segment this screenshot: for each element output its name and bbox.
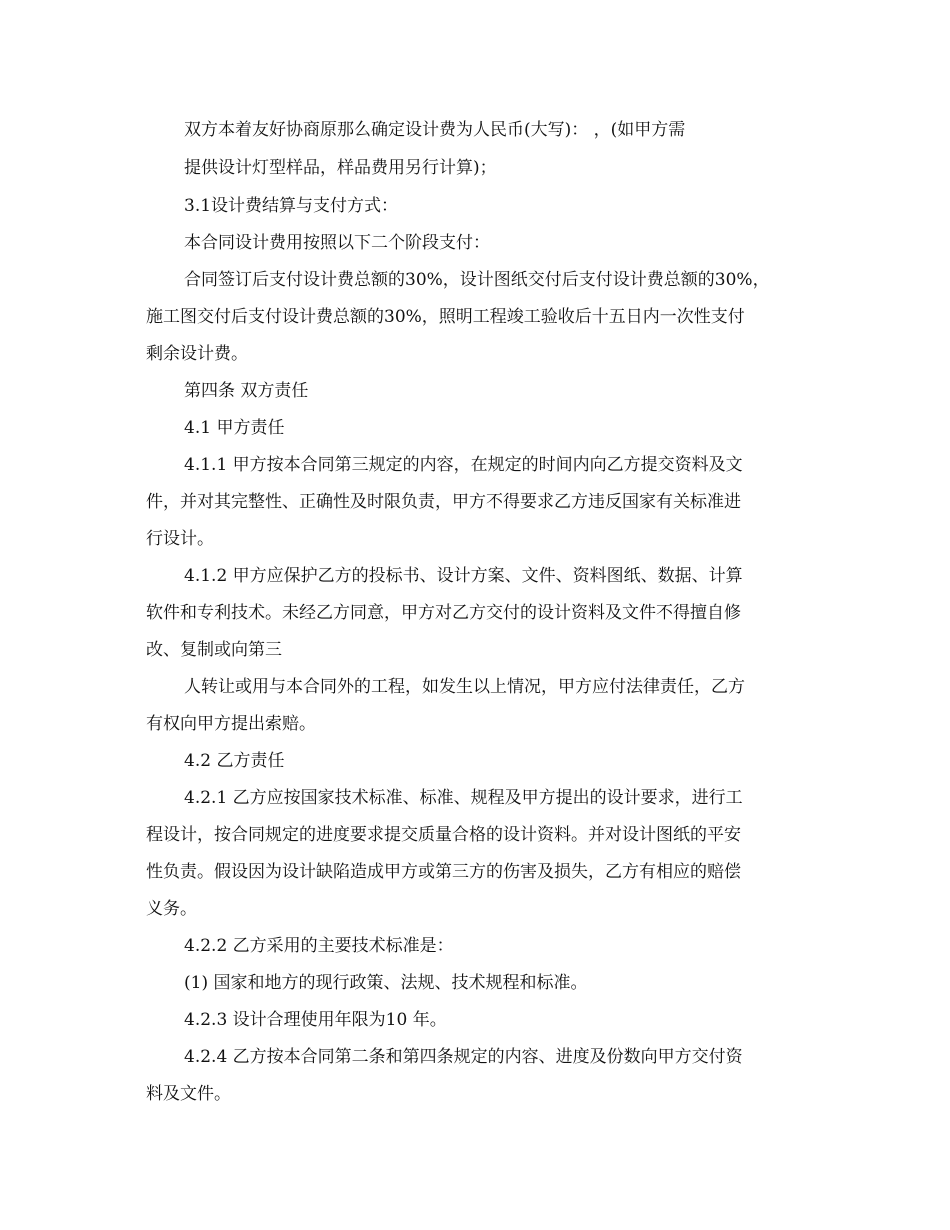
paragraph-line: 4.2.1 乙方应按国家技术标准、标准、规程及甲方提出的设计要求，进行工 xyxy=(184,788,743,808)
paragraph-line: 3.1设计费结算与支付方式： xyxy=(184,196,399,216)
paragraph-line: 合同签订后支付设计费总额的30%，设计图纸交付后支付设计费总额的30%， xyxy=(184,270,770,290)
paragraph-line: 本合同设计费用按照以下二个阶段支付： xyxy=(184,233,490,253)
paragraph-line: 4.1.1 甲方按本合同第三规定的内容，在规定的时间内向乙方提交资料及文 xyxy=(184,455,743,475)
paragraph-line: 4.2.2 乙方采用的主要技术标准是： xyxy=(184,936,454,956)
paragraph-line: 性负责。假设因为设计缺陷造成甲方或第三方的伤害及损失，乙方有相应的赔偿 xyxy=(146,862,741,882)
paragraph-line: 剩余设计费。 xyxy=(146,344,248,364)
section-heading: 第四条 双方责任 xyxy=(184,381,309,401)
paragraph-line: 提供设计灯型样品，样品费用另行计算)； xyxy=(184,158,497,178)
list-item: (1) 国家和地方的现行政策、法规、技术规程和标准。 xyxy=(184,973,588,993)
paragraph-line: 改、复制或向第三 xyxy=(146,640,282,660)
paragraph-line: 4.2.4 乙方按本合同第二条和第四条规定的内容、进度及份数向甲方交付资 xyxy=(184,1047,743,1067)
paragraph-line: 件，并对其完整性、正确性及时限负责，甲方不得要求乙方违反国家有关标准进 xyxy=(146,492,741,512)
paragraph-line: 双方本着友好协商原那么确定设计费为人民币(大写)： ，(如甲方需 xyxy=(184,120,686,140)
paragraph-line: 4.2.3 设计合理使用年限为10 年。 xyxy=(184,1010,447,1030)
paragraph-line: 施工图交付后支付设计费总额的30%，照明工程竣工验收后十五日内一次性支付 xyxy=(146,307,745,327)
paragraph-line: 4.1.2 甲方应保护乙方的投标书、设计方案、文件、资料图纸、数据、计算 xyxy=(184,566,743,586)
paragraph-line: 程设计，按合同规定的进度要求提交质量合格的设计资料。并对设计图纸的平安 xyxy=(146,825,741,845)
paragraph-line: 软件和专利技术。未经乙方同意，甲方对乙方交付的设计资料及文件不得擅自修 xyxy=(146,603,741,623)
paragraph-line: 行设计。 xyxy=(146,529,214,549)
subsection-heading: 4.2 乙方责任 xyxy=(184,751,285,771)
paragraph-line: 有权向甲方提出索赔。 xyxy=(146,714,316,734)
paragraph-line: 人转让或用与本合同外的工程，如发生以上情况，甲方应付法律责任，乙方 xyxy=(184,677,745,697)
paragraph-line: 料及文件。 xyxy=(146,1084,231,1104)
paragraph-line: 义务。 xyxy=(146,899,197,919)
subsection-heading: 4.1 甲方责任 xyxy=(184,418,285,438)
